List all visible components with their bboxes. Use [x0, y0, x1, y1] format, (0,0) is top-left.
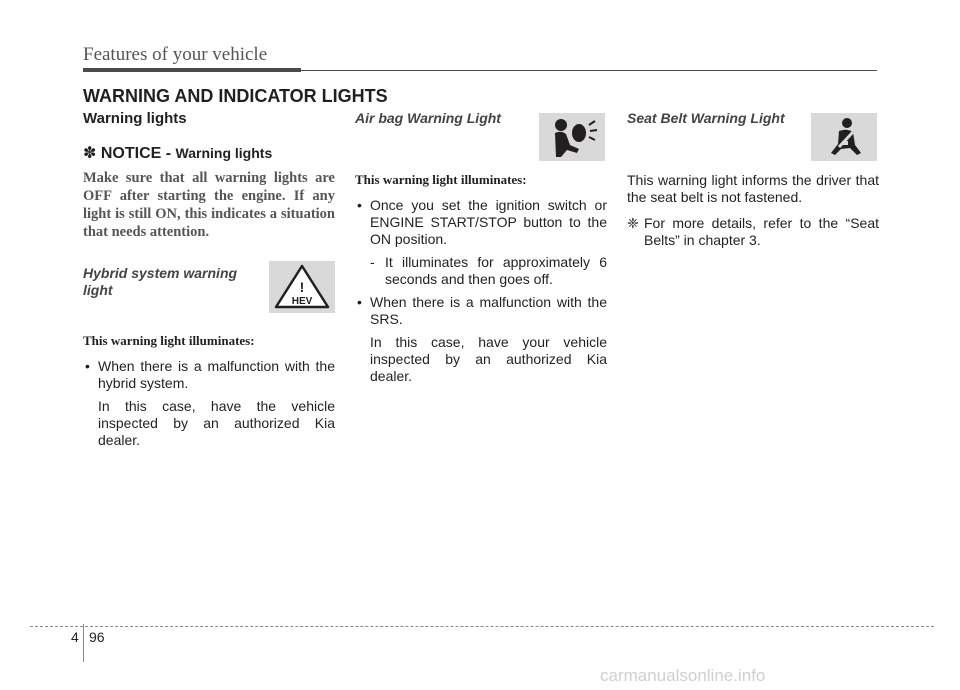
airbag-dash-1-text: It illuminates for approximately 6 seconds and then goes off. [385, 254, 607, 287]
hybrid-heading-line1: Hybrid system warning [83, 265, 238, 281]
column-seatbelt [627, 110, 879, 249]
hev-mark: ! [299, 279, 305, 295]
airbag-bullet-2 [355, 294, 607, 328]
seatbelt-block [627, 110, 879, 162]
footer-page-number: 96 [89, 629, 105, 645]
seatbelt-warning-icon [811, 113, 877, 161]
airbag-block [355, 110, 607, 162]
bullet-dot: • [357, 197, 362, 213]
hybrid-bullet-1 [83, 358, 335, 392]
hybrid-illuminates: This warning light illuminates: [83, 333, 255, 348]
hybrid-bullet-1-follow: In this case, have the vehicle inspected by an authorized Kia dealer. [98, 398, 335, 448]
warning-lights-heading: Warning lights [83, 110, 187, 127]
airbag-bullet-2-follow: In this case, have your vehicle inspected by an authorized Kia dealer. [370, 334, 607, 384]
column-airbag [355, 110, 607, 385]
footer-rule [30, 626, 934, 627]
seatbelt-warning-svg [811, 113, 877, 161]
notice-word: NOTICE - [100, 145, 172, 162]
seatbelt-heading: Seat Belt Warning Light [627, 110, 785, 126]
seatbelt-text: This warning light informs the driver that the seat belt is not fastened. [627, 172, 879, 205]
airbag-illuminates: This warning light illuminates: [355, 172, 527, 187]
bullet-dot: • [85, 358, 90, 374]
footer-chapter: 4 [71, 629, 79, 645]
seatbelt-reference [627, 215, 879, 249]
section-title: WARNING AND INDICATOR LIGHTS [83, 86, 388, 106]
column-warning-lights [83, 110, 335, 449]
notice-topic: Warning lights [175, 145, 273, 161]
airbag-bullet-1-text: Once you set the ignition switch or ENGINE START/STOP button to the ON position. [370, 197, 607, 247]
hev-warning-icon [269, 261, 335, 313]
header-title: Features of your vehicle [83, 44, 268, 65]
header-bar [83, 68, 301, 72]
dash-mark: - [370, 254, 375, 270]
airbag-warning-svg [539, 113, 605, 161]
notice-symbol: ✽ [83, 145, 97, 162]
hybrid-warning-block [83, 265, 335, 317]
airbag-heading: Air bag Warning Light [355, 110, 501, 126]
header-rule [301, 70, 877, 71]
watermark: carmanualsonline.info [600, 666, 766, 685]
hev-label: HEV [291, 296, 313, 307]
airbag-warning-icon [539, 113, 605, 161]
notice-text: Make sure that all warning lights are OFF after starting the engine. If any light is still ON, this indicates a situation that needs attention. [83, 170, 335, 240]
seatbelt-reference-text: For more details, refer to the “Seat Belts” in chapter 3. [644, 215, 879, 248]
airbag-dash-1 [355, 254, 607, 288]
hev-warning-svg [269, 261, 335, 313]
hybrid-heading-line2: light [83, 282, 113, 298]
notice-heading [83, 143, 335, 163]
airbag-bullet-2-text: When there is a malfunction with the SRS. [370, 294, 607, 327]
airbag-bullet-1 [355, 197, 607, 248]
hybrid-bullet-1-text: When there is a malfunction with the hybrid system. [98, 358, 335, 391]
bullet-dot: • [357, 294, 362, 310]
footer-separator [83, 624, 84, 662]
reference-symbol: ❈ [627, 215, 639, 231]
